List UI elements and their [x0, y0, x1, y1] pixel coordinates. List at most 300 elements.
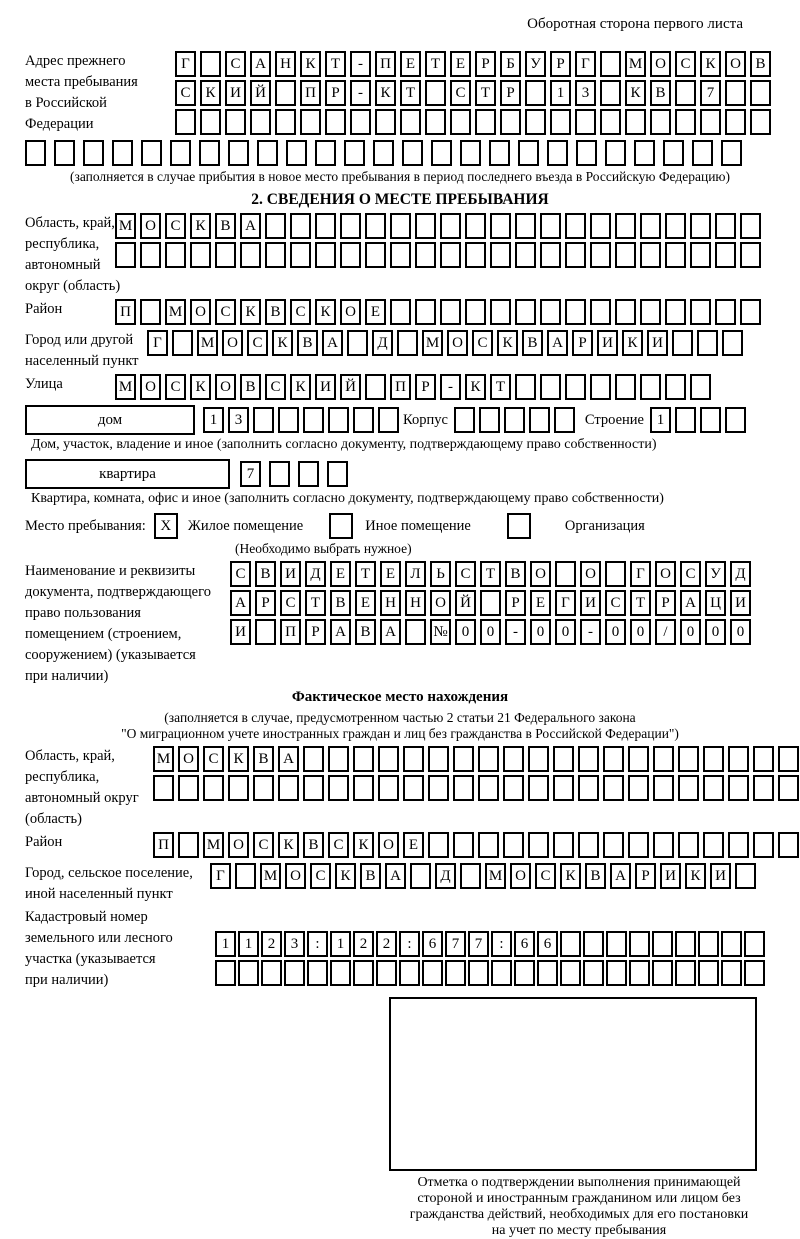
char-cell[interactable] — [578, 775, 599, 801]
char-cell[interactable]: 0 — [730, 619, 751, 645]
char-cell[interactable] — [600, 51, 621, 77]
char-cell[interactable]: Р — [255, 590, 276, 616]
char-cell[interactable] — [415, 213, 436, 239]
char-cell[interactable] — [278, 775, 299, 801]
char-cell[interactable]: Г — [555, 590, 576, 616]
char-cell[interactable] — [728, 775, 749, 801]
char-cell[interactable] — [675, 407, 696, 433]
char-cell[interactable] — [415, 242, 436, 268]
char-cell[interactable] — [425, 80, 446, 106]
char-cell[interactable]: Г — [147, 330, 168, 356]
char-cell[interactable] — [390, 213, 411, 239]
char-cell[interactable] — [431, 140, 452, 166]
char-cell[interactable] — [503, 775, 524, 801]
char-cell[interactable] — [778, 832, 799, 858]
char-cell[interactable]: К — [700, 51, 721, 77]
char-cell[interactable]: 7 — [240, 461, 261, 487]
char-cell[interactable]: И — [597, 330, 618, 356]
char-cell[interactable] — [340, 213, 361, 239]
char-cell[interactable] — [165, 242, 186, 268]
char-cell[interactable] — [153, 775, 174, 801]
char-cell[interactable]: 2 — [376, 931, 397, 957]
char-cell[interactable] — [515, 213, 536, 239]
char-cell[interactable]: С — [472, 330, 493, 356]
char-cell[interactable] — [140, 242, 161, 268]
char-cell[interactable] — [300, 109, 321, 135]
char-cell[interactable] — [275, 80, 296, 106]
char-cell[interactable]: Т — [355, 561, 376, 587]
char-cell[interactable] — [353, 746, 374, 772]
char-cell[interactable] — [170, 140, 191, 166]
char-cell[interactable] — [690, 213, 711, 239]
char-cell[interactable] — [529, 407, 550, 433]
char-cell[interactable] — [375, 109, 396, 135]
char-cell[interactable] — [565, 374, 586, 400]
char-cell[interactable] — [440, 299, 461, 325]
char-cell[interactable] — [240, 242, 261, 268]
char-cell[interactable] — [678, 832, 699, 858]
char-cell[interactable] — [410, 863, 431, 889]
char-cell[interactable] — [753, 832, 774, 858]
checkbox-organization[interactable] — [507, 513, 531, 539]
char-cell[interactable]: С — [265, 374, 286, 400]
char-cell[interactable] — [428, 832, 449, 858]
char-cell[interactable] — [115, 242, 136, 268]
char-cell[interactable] — [303, 746, 324, 772]
char-cell[interactable] — [540, 374, 561, 400]
char-cell[interactable] — [178, 832, 199, 858]
char-cell[interactable] — [465, 299, 486, 325]
char-cell[interactable]: Р — [305, 619, 326, 645]
char-cell[interactable] — [640, 213, 661, 239]
char-cell[interactable]: Н — [405, 590, 426, 616]
char-cell[interactable]: Г — [575, 51, 596, 77]
char-cell[interactable]: Е — [403, 832, 424, 858]
char-cell[interactable]: Е — [400, 51, 421, 77]
char-cell[interactable]: М — [203, 832, 224, 858]
char-cell[interactable] — [475, 109, 496, 135]
char-cell[interactable]: С — [310, 863, 331, 889]
char-cell[interactable] — [203, 775, 224, 801]
char-cell[interactable] — [750, 80, 771, 106]
char-cell[interactable] — [722, 330, 743, 356]
char-cell[interactable] — [665, 299, 686, 325]
char-cell[interactable] — [460, 863, 481, 889]
char-cell[interactable] — [603, 775, 624, 801]
char-cell[interactable] — [307, 960, 328, 986]
char-cell[interactable]: Т — [425, 51, 446, 77]
char-cell[interactable] — [678, 746, 699, 772]
char-cell[interactable]: Д — [435, 863, 456, 889]
char-cell[interactable]: В — [505, 561, 526, 587]
char-cell[interactable] — [290, 242, 311, 268]
char-cell[interactable] — [652, 960, 673, 986]
char-cell[interactable] — [653, 746, 674, 772]
char-cell[interactable] — [740, 213, 761, 239]
char-cell[interactable] — [315, 213, 336, 239]
char-cell[interactable]: О — [222, 330, 243, 356]
char-cell[interactable] — [700, 109, 721, 135]
char-cell[interactable] — [665, 213, 686, 239]
char-cell[interactable]: 0 — [555, 619, 576, 645]
char-cell[interactable]: О — [178, 746, 199, 772]
char-cell[interactable] — [615, 299, 636, 325]
char-cell[interactable]: 7 — [468, 931, 489, 957]
char-cell[interactable]: О — [580, 561, 601, 587]
char-cell[interactable] — [728, 832, 749, 858]
char-cell[interactable]: К — [290, 374, 311, 400]
char-cell[interactable] — [698, 960, 719, 986]
char-cell[interactable] — [303, 407, 324, 433]
char-cell[interactable]: 0 — [705, 619, 726, 645]
char-cell[interactable] — [547, 140, 568, 166]
char-cell[interactable] — [340, 242, 361, 268]
char-cell[interactable] — [190, 242, 211, 268]
char-cell[interactable] — [330, 960, 351, 986]
char-cell[interactable] — [440, 213, 461, 239]
char-cell[interactable] — [365, 213, 386, 239]
char-cell[interactable]: С — [215, 299, 236, 325]
char-cell[interactable]: С — [450, 80, 471, 106]
char-cell[interactable]: : — [399, 931, 420, 957]
char-cell[interactable]: - — [440, 374, 461, 400]
char-cell[interactable] — [560, 960, 581, 986]
char-cell[interactable] — [445, 960, 466, 986]
char-cell[interactable] — [518, 140, 539, 166]
char-cell[interactable] — [228, 140, 249, 166]
char-cell[interactable]: А — [547, 330, 568, 356]
char-cell[interactable] — [605, 561, 626, 587]
char-cell[interactable]: В — [240, 374, 261, 400]
char-cell[interactable] — [565, 242, 586, 268]
char-cell[interactable] — [590, 374, 611, 400]
char-cell[interactable]: С — [290, 299, 311, 325]
char-cell[interactable] — [54, 140, 75, 166]
char-cell[interactable]: О — [650, 51, 671, 77]
char-cell[interactable]: У — [705, 561, 726, 587]
char-cell[interactable] — [560, 931, 581, 957]
char-cell[interactable] — [640, 242, 661, 268]
char-cell[interactable] — [286, 140, 307, 166]
char-cell[interactable]: И — [580, 590, 601, 616]
char-cell[interactable]: О — [430, 590, 451, 616]
char-cell[interactable]: П — [153, 832, 174, 858]
char-cell[interactable] — [278, 407, 299, 433]
char-cell[interactable] — [640, 299, 661, 325]
char-cell[interactable] — [528, 775, 549, 801]
char-cell[interactable]: П — [280, 619, 301, 645]
char-cell[interactable]: Р — [635, 863, 656, 889]
char-cell[interactable]: Р — [415, 374, 436, 400]
char-cell[interactable] — [697, 330, 718, 356]
char-cell[interactable]: М — [165, 299, 186, 325]
char-cell[interactable]: С — [175, 80, 196, 106]
char-cell[interactable] — [665, 242, 686, 268]
char-cell[interactable]: Й — [340, 374, 361, 400]
char-cell[interactable] — [600, 80, 621, 106]
char-cell[interactable] — [690, 299, 711, 325]
char-cell[interactable] — [453, 746, 474, 772]
char-cell[interactable]: 1 — [550, 80, 571, 106]
char-cell[interactable] — [590, 242, 611, 268]
char-cell[interactable] — [553, 746, 574, 772]
char-cell[interactable]: О — [655, 561, 676, 587]
char-cell[interactable]: С — [203, 746, 224, 772]
char-cell[interactable]: Ь — [430, 561, 451, 587]
char-cell[interactable]: Р — [505, 590, 526, 616]
char-cell[interactable] — [603, 832, 624, 858]
char-cell[interactable] — [344, 140, 365, 166]
char-cell[interactable] — [489, 140, 510, 166]
char-cell[interactable] — [403, 775, 424, 801]
char-cell[interactable]: К — [240, 299, 261, 325]
char-cell[interactable] — [450, 109, 471, 135]
char-cell[interactable]: Д — [372, 330, 393, 356]
char-cell[interactable] — [253, 775, 274, 801]
char-cell[interactable] — [428, 775, 449, 801]
char-cell[interactable]: 0 — [630, 619, 651, 645]
char-cell[interactable]: 0 — [605, 619, 626, 645]
char-cell[interactable] — [735, 863, 756, 889]
char-cell[interactable] — [275, 109, 296, 135]
char-cell[interactable] — [403, 746, 424, 772]
char-cell[interactable]: Р — [655, 590, 676, 616]
char-cell[interactable]: 6 — [514, 931, 535, 957]
char-cell[interactable] — [325, 109, 346, 135]
char-cell[interactable]: Й — [250, 80, 271, 106]
char-cell[interactable]: 1 — [238, 931, 259, 957]
char-cell[interactable] — [553, 832, 574, 858]
char-cell[interactable] — [415, 299, 436, 325]
char-cell[interactable] — [514, 960, 535, 986]
char-cell[interactable]: К — [685, 863, 706, 889]
char-cell[interactable]: А — [330, 619, 351, 645]
char-cell[interactable]: С — [225, 51, 246, 77]
char-cell[interactable] — [606, 960, 627, 986]
char-cell[interactable]: О — [725, 51, 746, 77]
char-cell[interactable]: Е — [330, 561, 351, 587]
char-cell[interactable] — [303, 775, 324, 801]
char-cell[interactable]: М — [260, 863, 281, 889]
char-cell[interactable] — [715, 213, 736, 239]
char-cell[interactable]: / — [655, 619, 676, 645]
char-cell[interactable] — [269, 461, 290, 487]
char-cell[interactable]: О — [228, 832, 249, 858]
char-cell[interactable] — [778, 775, 799, 801]
char-cell[interactable] — [565, 213, 586, 239]
char-cell[interactable] — [465, 242, 486, 268]
char-cell[interactable] — [606, 931, 627, 957]
char-cell[interactable] — [175, 109, 196, 135]
char-cell[interactable]: М — [485, 863, 506, 889]
char-cell[interactable]: В — [253, 746, 274, 772]
char-cell[interactable] — [525, 80, 546, 106]
char-cell[interactable] — [253, 407, 274, 433]
char-cell[interactable] — [503, 746, 524, 772]
char-cell[interactable]: К — [228, 746, 249, 772]
char-cell[interactable]: А — [610, 863, 631, 889]
char-cell[interactable] — [265, 213, 286, 239]
char-cell[interactable] — [629, 960, 650, 986]
char-cell[interactable]: В — [585, 863, 606, 889]
char-cell[interactable]: Д — [305, 561, 326, 587]
char-cell[interactable]: А — [385, 863, 406, 889]
char-cell[interactable] — [634, 140, 655, 166]
char-cell[interactable] — [605, 140, 626, 166]
char-cell[interactable]: Р — [572, 330, 593, 356]
char-cell[interactable] — [721, 140, 742, 166]
char-cell[interactable] — [672, 330, 693, 356]
char-cell[interactable] — [721, 931, 742, 957]
char-cell[interactable]: П — [390, 374, 411, 400]
char-cell[interactable]: К — [190, 374, 211, 400]
char-cell[interactable]: Т — [630, 590, 651, 616]
char-cell[interactable]: С — [247, 330, 268, 356]
char-cell[interactable]: М — [422, 330, 443, 356]
char-cell[interactable]: П — [115, 299, 136, 325]
char-cell[interactable] — [665, 374, 686, 400]
char-cell[interactable] — [640, 374, 661, 400]
char-cell[interactable] — [628, 832, 649, 858]
char-cell[interactable] — [553, 775, 574, 801]
char-cell[interactable] — [525, 109, 546, 135]
char-cell[interactable] — [255, 619, 276, 645]
char-cell[interactable]: 1 — [203, 407, 224, 433]
char-cell[interactable]: : — [307, 931, 328, 957]
char-cell[interactable] — [400, 109, 421, 135]
char-cell[interactable]: К — [335, 863, 356, 889]
char-cell[interactable] — [690, 374, 711, 400]
char-cell[interactable]: К — [272, 330, 293, 356]
char-cell[interactable] — [25, 140, 46, 166]
char-cell[interactable] — [703, 775, 724, 801]
char-cell[interactable] — [112, 140, 133, 166]
char-cell[interactable] — [328, 775, 349, 801]
char-cell[interactable] — [440, 242, 461, 268]
char-cell[interactable]: У — [525, 51, 546, 77]
char-cell[interactable] — [578, 832, 599, 858]
char-cell[interactable] — [478, 832, 499, 858]
char-cell[interactable] — [675, 109, 696, 135]
char-cell[interactable]: О — [285, 863, 306, 889]
char-cell[interactable] — [315, 140, 336, 166]
char-cell[interactable] — [750, 109, 771, 135]
char-cell[interactable] — [600, 109, 621, 135]
char-cell[interactable]: В — [297, 330, 318, 356]
char-cell[interactable]: С — [230, 561, 251, 587]
char-cell[interactable] — [402, 140, 423, 166]
char-cell[interactable]: О — [140, 213, 161, 239]
char-cell[interactable] — [378, 746, 399, 772]
char-cell[interactable] — [740, 299, 761, 325]
char-cell[interactable]: В — [330, 590, 351, 616]
char-cell[interactable]: К — [375, 80, 396, 106]
char-cell[interactable]: Д — [730, 561, 751, 587]
char-cell[interactable]: - — [350, 80, 371, 106]
char-cell[interactable] — [700, 407, 721, 433]
char-cell[interactable] — [327, 461, 348, 487]
char-cell[interactable]: Й — [455, 590, 476, 616]
char-cell[interactable]: А — [240, 213, 261, 239]
char-cell[interactable] — [261, 960, 282, 986]
char-cell[interactable] — [284, 960, 305, 986]
char-cell[interactable] — [515, 374, 536, 400]
char-cell[interactable]: К — [278, 832, 299, 858]
char-cell[interactable] — [615, 213, 636, 239]
char-cell[interactable] — [428, 746, 449, 772]
char-cell[interactable] — [515, 299, 536, 325]
char-cell[interactable]: С — [165, 213, 186, 239]
char-cell[interactable] — [725, 109, 746, 135]
char-cell[interactable]: К — [353, 832, 374, 858]
char-cell[interactable] — [504, 407, 525, 433]
char-cell[interactable] — [140, 299, 161, 325]
char-cell[interactable]: И — [730, 590, 751, 616]
char-cell[interactable]: - — [505, 619, 526, 645]
char-cell[interactable] — [629, 931, 650, 957]
char-cell[interactable] — [141, 140, 162, 166]
char-cell[interactable]: Ц — [705, 590, 726, 616]
char-cell[interactable]: В — [750, 51, 771, 77]
char-cell[interactable]: М — [115, 213, 136, 239]
char-cell[interactable]: О — [378, 832, 399, 858]
char-cell[interactable]: А — [680, 590, 701, 616]
char-cell[interactable]: И — [225, 80, 246, 106]
char-cell[interactable]: И — [280, 561, 301, 587]
char-cell[interactable] — [725, 407, 746, 433]
char-cell[interactable] — [328, 407, 349, 433]
char-cell[interactable] — [453, 832, 474, 858]
char-cell[interactable] — [703, 746, 724, 772]
char-cell[interactable] — [690, 242, 711, 268]
char-cell[interactable]: В — [303, 832, 324, 858]
char-cell[interactable] — [373, 140, 394, 166]
char-cell[interactable]: Г — [210, 863, 231, 889]
char-cell[interactable]: 0 — [530, 619, 551, 645]
char-cell[interactable] — [500, 109, 521, 135]
char-cell[interactable]: М — [625, 51, 646, 77]
char-cell[interactable] — [675, 931, 696, 957]
char-cell[interactable]: 3 — [284, 931, 305, 957]
char-cell[interactable]: 6 — [422, 931, 443, 957]
char-cell[interactable] — [653, 775, 674, 801]
char-cell[interactable] — [257, 140, 278, 166]
char-cell[interactable]: В — [255, 561, 276, 587]
char-cell[interactable]: В — [650, 80, 671, 106]
char-cell[interactable] — [347, 330, 368, 356]
char-cell[interactable]: 0 — [455, 619, 476, 645]
char-cell[interactable] — [353, 407, 374, 433]
char-cell[interactable] — [550, 109, 571, 135]
char-cell[interactable] — [315, 242, 336, 268]
char-cell[interactable]: К — [560, 863, 581, 889]
char-cell[interactable] — [555, 561, 576, 587]
char-cell[interactable]: К — [200, 80, 221, 106]
char-cell[interactable]: Т — [305, 590, 326, 616]
char-cell[interactable]: С — [605, 590, 626, 616]
char-cell[interactable] — [353, 775, 374, 801]
char-cell[interactable]: С — [675, 51, 696, 77]
char-cell[interactable] — [590, 213, 611, 239]
char-cell[interactable] — [460, 140, 481, 166]
char-cell[interactable] — [390, 242, 411, 268]
char-cell[interactable]: К — [622, 330, 643, 356]
char-cell[interactable] — [540, 213, 561, 239]
char-cell[interactable] — [728, 746, 749, 772]
char-cell[interactable]: № — [430, 619, 451, 645]
char-cell[interactable] — [663, 140, 684, 166]
char-cell[interactable] — [678, 775, 699, 801]
